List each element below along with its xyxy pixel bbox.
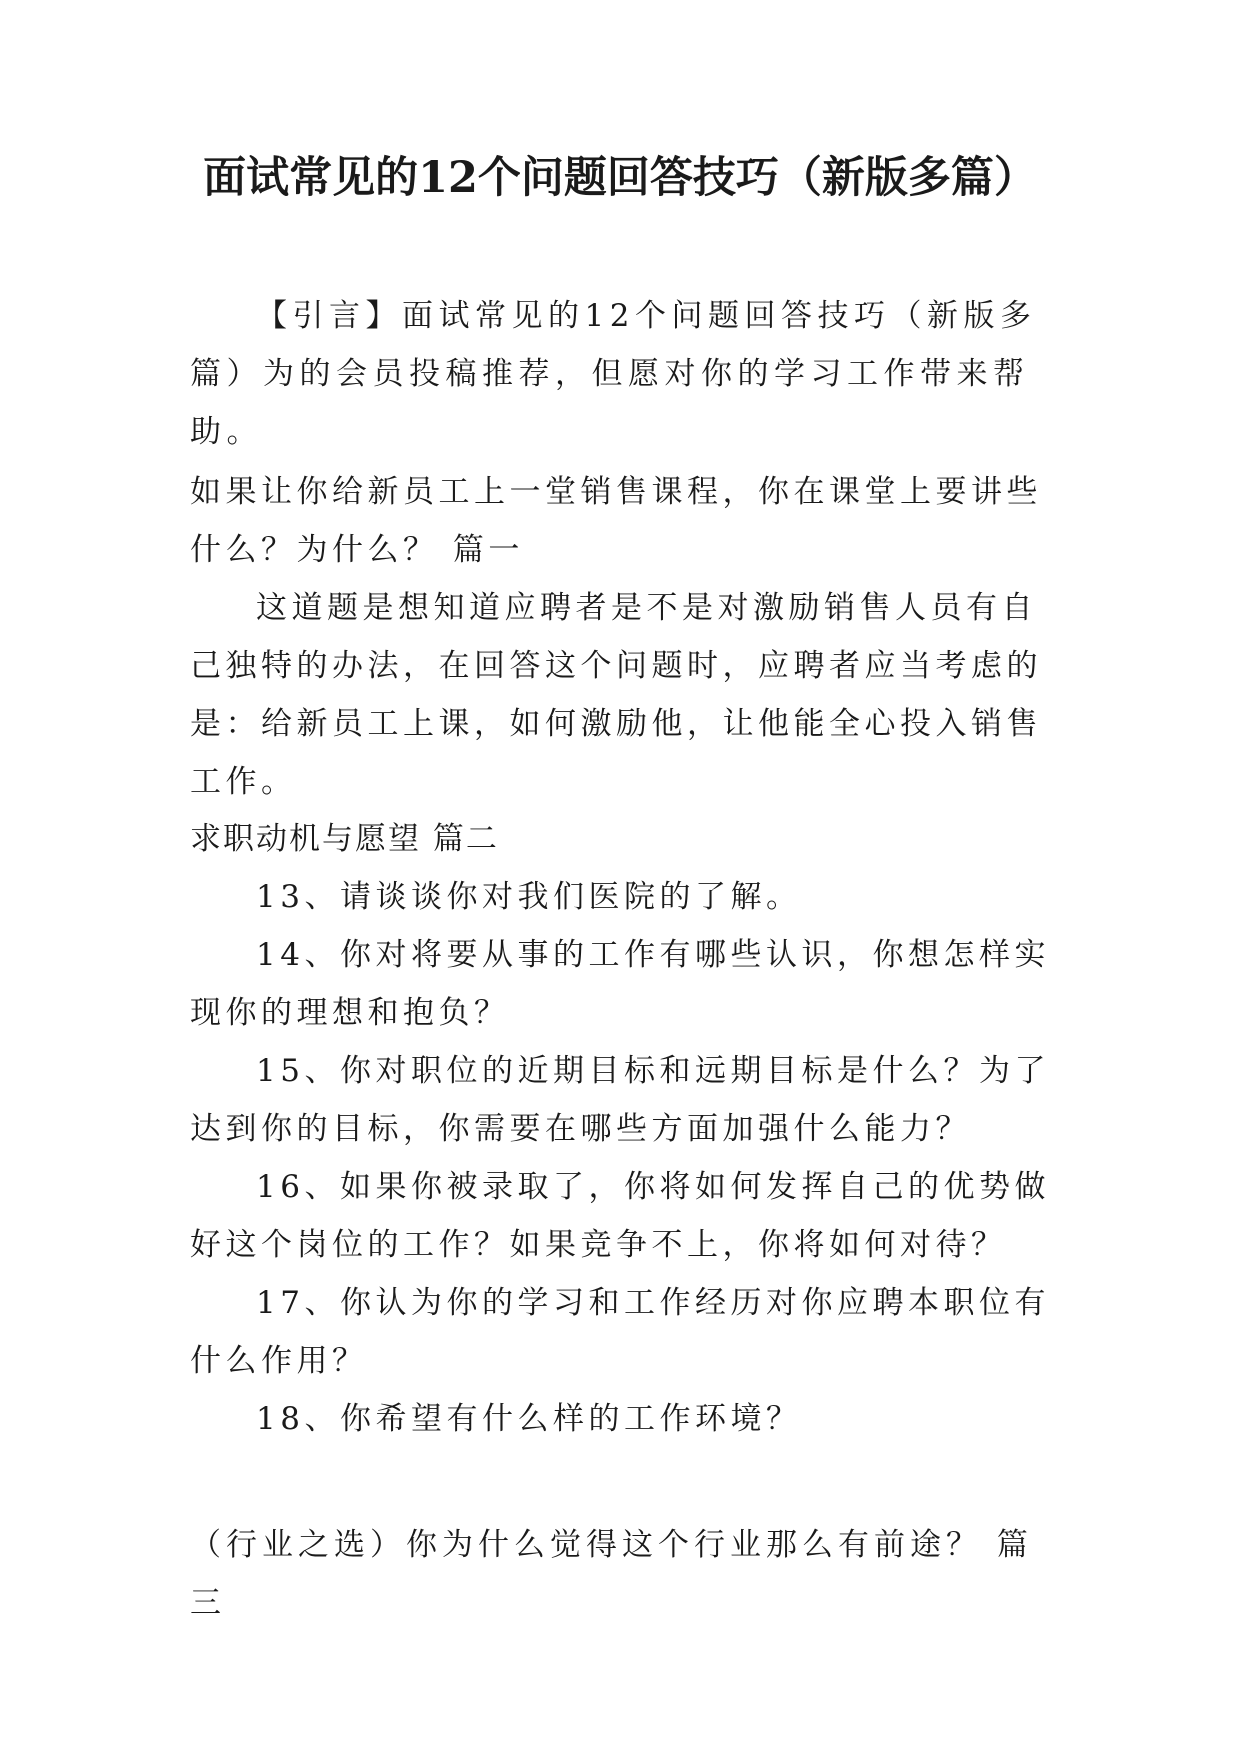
- document-title: 面试常见的12个问题回答技巧（新版多篇）: [203, 153, 1037, 203]
- list-item: 13、请谈谈你对我们医院的了解。: [256, 879, 802, 915]
- list-item: 16、如果你被录取了，你将如何发挥自己的优势做好这个岗位的工作？如果竞争不上，你将如何对待？: [190, 1169, 1050, 1263]
- list-item: 15、你对职位的近期目标和远期目标是什么？为了达到你的目标，你需要在哪些方面加强什么能力？: [190, 1053, 1050, 1147]
- list-item: 17、你认为你的学习和工作经历对你应聘本职位有什么作用？: [190, 1285, 1050, 1379]
- section-2-heading: 求职动机与愿望 篇二: [190, 821, 499, 857]
- section-1-heading: 如果让你给新员工上一堂销售课程，你在课堂上要讲些什么？为什么？ 篇一: [190, 474, 1042, 568]
- intro-paragraph: 【引言】面试常见的12个问题回答技巧（新版多篇）为的会员投稿推荐，但愿对你的学习工作带来帮助。: [190, 298, 1037, 450]
- section-2-question-list: [190, 868, 1060, 1448]
- section-3-heading: （行业之选）你为什么觉得这个行业那么有前途？ 篇三: [190, 1527, 1033, 1621]
- section-1-body: 这道题是想知道应聘者是不是对激励销售人员有自己独特的办法，在回答这个问题时，应聘者应当考虑的是：给新员工上课，如何激励他，让他能全心投入销售工作。: [190, 590, 1042, 800]
- list-item: 18、你希望有什么样的工作环境？: [256, 1401, 802, 1437]
- list-item: 14、你对将要从事的工作有哪些认识，你想怎样实现你的理想和抱负？: [190, 937, 1050, 1031]
